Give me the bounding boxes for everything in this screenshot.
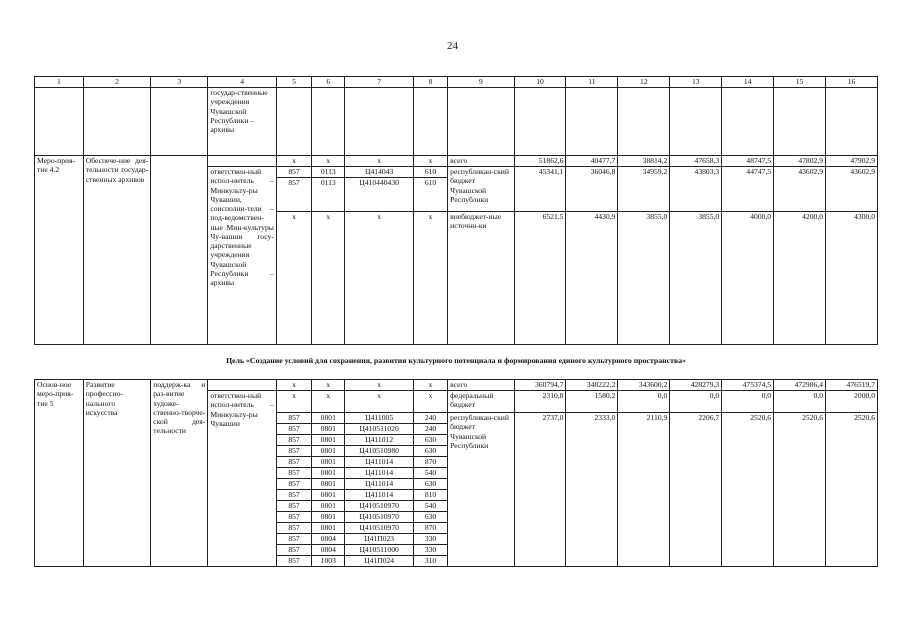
code-cell: x bbox=[276, 156, 311, 167]
value-cell: 45341,1 bbox=[514, 167, 566, 212]
value-cell: 2520,6 bbox=[774, 413, 826, 567]
code-cell: Ц410510970 bbox=[345, 523, 414, 534]
code-cell: 857 bbox=[276, 556, 311, 567]
code-cell: 310 bbox=[413, 556, 447, 567]
code-cell: 0801 bbox=[312, 501, 345, 512]
code-cell: 857 bbox=[276, 167, 311, 178]
code-cell: x bbox=[345, 391, 414, 413]
column-number: 16 bbox=[826, 77, 878, 88]
code-cell: x bbox=[345, 156, 414, 167]
goal-heading: Цель «Создание условий для сохранения, развития культурного потенциала и формирования единого культурного пространства» bbox=[226, 356, 686, 365]
value-cell: 2520,6 bbox=[826, 413, 878, 567]
value-cell: 1580,2 bbox=[566, 391, 618, 413]
value-cell: 2206,7 bbox=[670, 413, 722, 567]
code-cell: 810 bbox=[413, 490, 447, 501]
code-cell: Ц41П024 bbox=[345, 556, 414, 567]
code-cell: 630 bbox=[413, 479, 447, 490]
value-cell: 3855,0 bbox=[670, 212, 722, 345]
value-cell: 47902,9 bbox=[826, 156, 878, 167]
code-cell: 240 bbox=[413, 413, 447, 424]
value-cell: 4430,9 bbox=[566, 212, 618, 345]
column-number: 2 bbox=[83, 77, 150, 88]
value-cell: 0,0 bbox=[618, 391, 670, 413]
code-cell: Ц411014 bbox=[345, 468, 414, 479]
measure-label: Основ-ное меро-прия-тие 5 bbox=[35, 380, 84, 567]
value-cell: 43803,3 bbox=[670, 167, 722, 212]
value-cell: 2310,8 bbox=[514, 391, 566, 413]
column-number: 12 bbox=[618, 77, 670, 88]
column-number: 8 bbox=[413, 77, 447, 88]
budget-table-lower bbox=[34, 379, 878, 567]
code-cell: 0801 bbox=[312, 413, 345, 424]
value-cell: 48747,5 bbox=[722, 156, 774, 167]
measure-title: Развитие профессио-нального искусства bbox=[83, 380, 150, 567]
code-cell: 330 bbox=[413, 534, 447, 545]
code-cell: 0804 bbox=[312, 534, 345, 545]
value-cell: 40477,7 bbox=[566, 156, 618, 167]
code-cell: 857 bbox=[276, 545, 311, 556]
value-cell: 47802,9 bbox=[774, 156, 826, 167]
value-cell: 3855,0 bbox=[618, 212, 670, 345]
value-cell: 36046,8 bbox=[566, 167, 618, 212]
code-cell: Ц414043 bbox=[345, 167, 414, 178]
code-cell: 630 bbox=[413, 435, 447, 446]
source-cell: всего bbox=[448, 156, 514, 167]
task-cell: поддерж-ка и раз-витие художе-ственно-творче-ской дея-тельности bbox=[151, 380, 208, 567]
code-cell: 0801 bbox=[312, 424, 345, 435]
column-number: 11 bbox=[566, 77, 618, 88]
code-cell: x bbox=[312, 391, 345, 413]
code-cell: 330 bbox=[413, 545, 447, 556]
code-cell: Ц411005 bbox=[345, 413, 414, 424]
column-number-row bbox=[35, 77, 878, 88]
column-number: 14 bbox=[722, 77, 774, 88]
code-cell: x bbox=[276, 212, 311, 345]
code-cell: x bbox=[413, 391, 447, 413]
code-cell: 630 bbox=[413, 512, 447, 523]
executor-cell: ответствен-ный испол-нитель – Минкульту-ры Чувашии bbox=[208, 391, 277, 567]
code-cell: x bbox=[312, 212, 345, 345]
code-cell: 540 bbox=[413, 468, 447, 479]
value-cell: 348222,2 bbox=[566, 380, 618, 391]
code-cell: Ц410440430 bbox=[345, 178, 414, 212]
value-cell: 428279,3 bbox=[670, 380, 722, 391]
value-cell: 0,0 bbox=[774, 391, 826, 413]
value-cell: 476519,7 bbox=[826, 380, 878, 391]
value-cell: 475374,5 bbox=[722, 380, 774, 391]
code-cell: 0801 bbox=[312, 446, 345, 457]
column-number: 15 bbox=[774, 77, 826, 88]
value-cell: 0,0 bbox=[722, 391, 774, 413]
value-cell: 360794,7 bbox=[514, 380, 566, 391]
code-cell: 857 bbox=[276, 446, 311, 457]
column-number: 1 bbox=[35, 77, 84, 88]
code-cell: x bbox=[345, 212, 414, 345]
code-cell: Ц41П023 bbox=[345, 534, 414, 545]
value-cell: 343600,2 bbox=[618, 380, 670, 391]
code-cell: Ц410510970 bbox=[345, 512, 414, 523]
code-cell: 857 bbox=[276, 468, 311, 479]
value-cell: 38814,2 bbox=[618, 156, 670, 167]
column-number: 3 bbox=[151, 77, 208, 88]
value-cell: 4300,0 bbox=[826, 212, 878, 345]
code-cell: x bbox=[413, 380, 447, 391]
column-number: 7 bbox=[345, 77, 414, 88]
code-cell: 857 bbox=[276, 435, 311, 446]
page-number: 24 bbox=[447, 40, 458, 52]
value-cell: 51862,6 bbox=[514, 156, 566, 167]
column-number: 6 bbox=[312, 77, 345, 88]
value-cell: 34959,2 bbox=[618, 167, 670, 212]
code-cell: 0113 bbox=[312, 178, 345, 212]
code-cell: x bbox=[276, 380, 311, 391]
measure-label: Меро-прия-тие 4.2 bbox=[35, 156, 84, 345]
code-cell: Ц410510980 bbox=[345, 446, 414, 457]
code-cell: x bbox=[312, 380, 345, 391]
value-cell: 2737,0 bbox=[514, 413, 566, 567]
code-cell: x bbox=[312, 156, 345, 167]
column-number: 9 bbox=[448, 77, 514, 88]
value-cell: 0,0 bbox=[670, 391, 722, 413]
source-cell: всего bbox=[448, 380, 514, 391]
source-cell: республикан-ский бюджет Чувашской Республики bbox=[448, 413, 514, 567]
code-cell: x bbox=[413, 212, 447, 345]
measure-title: Обеспече-ние дея-тельности государ-ственных архивов bbox=[83, 156, 150, 345]
value-cell: 4200,0 bbox=[774, 212, 826, 345]
executor-cell: ответствен-ный испол-нитель – Минкульту-ры Чувашии, соисполни-тели – под-ведомствен-ные Мин-культуры Чу-вашии госу-дарственные учреждения Чувашской Республики – архивы bbox=[208, 167, 277, 345]
code-cell: 857 bbox=[276, 413, 311, 424]
column-number: 4 bbox=[208, 77, 277, 88]
code-cell: 630 bbox=[413, 446, 447, 457]
value-cell: 43602,9 bbox=[826, 167, 878, 212]
code-cell: Ц411014 bbox=[345, 490, 414, 501]
value-cell: 2333,0 bbox=[566, 413, 618, 567]
code-cell: 857 bbox=[276, 512, 311, 523]
code-cell: 0801 bbox=[312, 523, 345, 534]
code-cell: Ц411014 bbox=[345, 457, 414, 468]
code-cell: 0801 bbox=[312, 457, 345, 468]
code-cell: 857 bbox=[276, 424, 311, 435]
code-cell: Ц410510970 bbox=[345, 501, 414, 512]
code-cell: 0801 bbox=[312, 490, 345, 501]
code-cell: 857 bbox=[276, 523, 311, 534]
code-cell: x bbox=[413, 156, 447, 167]
code-cell: 240 bbox=[413, 424, 447, 435]
main-measure-5-total-row bbox=[35, 380, 878, 391]
code-cell: 0113 bbox=[312, 167, 345, 178]
code-cell: 1003 bbox=[312, 556, 345, 567]
code-cell: 870 bbox=[413, 457, 447, 468]
value-cell: 6521,5 bbox=[514, 212, 566, 345]
code-cell: 0801 bbox=[312, 435, 345, 446]
value-cell: 2000,0 bbox=[826, 391, 878, 413]
continuation-row bbox=[35, 88, 878, 156]
code-cell: 610 bbox=[413, 167, 447, 178]
executor-cell: государ-ственные учреждения Чувашской Республики – архивы bbox=[208, 88, 277, 156]
column-number: 13 bbox=[670, 77, 722, 88]
code-cell: x bbox=[345, 380, 414, 391]
column-number: 10 bbox=[514, 77, 566, 88]
value-cell: 44747,5 bbox=[722, 167, 774, 212]
code-cell: 857 bbox=[276, 457, 311, 468]
code-cell: Ц410511020 bbox=[345, 424, 414, 435]
code-cell: 0801 bbox=[312, 468, 345, 479]
code-cell: 857 bbox=[276, 479, 311, 490]
code-cell: 540 bbox=[413, 501, 447, 512]
code-cell: 610 bbox=[413, 178, 447, 212]
source-cell: федеральный бюджет bbox=[448, 391, 514, 413]
code-cell: Ц411014 bbox=[345, 479, 414, 490]
measure-4-2-total-row bbox=[35, 156, 878, 167]
value-cell: 2520,6 bbox=[722, 413, 774, 567]
code-cell: 857 bbox=[276, 501, 311, 512]
value-cell: 43602,9 bbox=[774, 167, 826, 212]
value-cell: 4000,0 bbox=[722, 212, 774, 345]
code-cell: 0801 bbox=[312, 479, 345, 490]
source-cell: внебюджет-ные источни-ки bbox=[448, 212, 514, 345]
source-cell: республикан-ский бюджет Чувашской Республики bbox=[448, 167, 514, 212]
code-cell: Ц410511000 bbox=[345, 545, 414, 556]
code-cell: 0801 bbox=[312, 512, 345, 523]
code-cell: 0804 bbox=[312, 545, 345, 556]
code-cell: 857 bbox=[276, 178, 311, 212]
code-cell: 870 bbox=[413, 523, 447, 534]
code-cell: 857 bbox=[276, 490, 311, 501]
value-cell: 2110,9 bbox=[618, 413, 670, 567]
budget-table-upper bbox=[34, 76, 878, 345]
column-number: 5 bbox=[276, 77, 311, 88]
code-cell: Ц411012 bbox=[345, 435, 414, 446]
value-cell: 47658,3 bbox=[670, 156, 722, 167]
code-cell: 857 bbox=[276, 534, 311, 545]
value-cell: 472986,4 bbox=[774, 380, 826, 391]
code-cell: x bbox=[276, 391, 311, 413]
